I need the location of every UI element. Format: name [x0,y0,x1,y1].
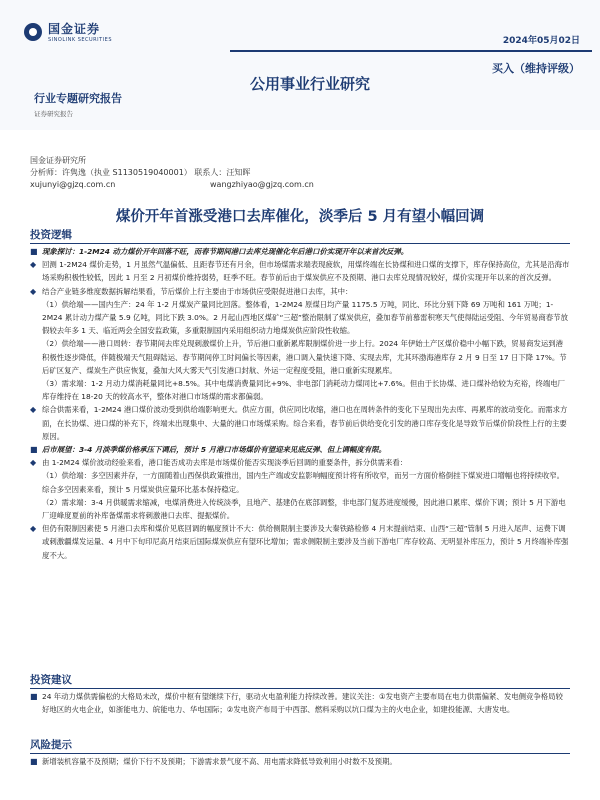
square-bullet-icon: ■ [30,692,38,701]
bullet-item [30,258,570,284]
bullet-item [30,690,570,716]
analyst: 分析师：许隽逸（执业 S1130519040001） 联系人：汪知晖 [30,168,251,177]
logic-p2: 回测 1-2M24 煤价走势，1 月虽然气温偏低、且距春节还有月余，但市场煤需求端表现疲软，用煤终端在长协煤和进口煤的支撑下，库存保持高位，尤其是沿海市场采购积极性较低，因此 1 月至 2 月初煤价维持弱势，旺季不旺。春节前后由于煤炭供应不及预期、港口去库兑现情况较好，煤价实现开年以来的首次反弹。 [42,260,570,283]
check-bullet-icon: ◆ [30,405,37,415]
report-sub: 证券研究报告 [34,110,73,118]
risk-content [30,755,570,768]
logo-en: SINOLINK SECURITIES [48,37,112,43]
bullet-item [30,755,570,768]
page-title: 煤价开年首涨受港口去库催化，淡季后 5 月有望小幅回调 [115,209,485,225]
advice-heading: 投资建议 [30,674,72,686]
bullet-item [30,456,570,469]
check-bullet-icon: ◆ [30,458,37,468]
logic-heading: 投资逻辑 [30,229,72,241]
logo [24,20,112,43]
logic-p6: （3）需求端：1-2 月动力煤消耗量同比+8.5%。其中电煤消费量同比+9%、非电部门消耗动力煤同比+7.6%。但由于长协煤、进口煤补给较为充裕，终端电厂库存维持在 18-20 天的较高水平，整体对港口市场煤的需求都偏弱。 [42,379,566,402]
logic-p5: （2）供给端——港口周转：春节期间去库兑现刺激煤价上升，节后港口重新累库限制煤价进一步上行。2024 年伊始土产区煤价稳中小幅下跌，贸易商发运到港积极性逐步降低，伴随极端天气阻碍陆运、春节期间停工时间偏长等因素，港口调入量快速下降、实现去库，尤其环渤海港库存 2 月 9 日至 17 日下降 17%。节后矿区复产、煤炭生产供应恢复，叠加大风大雾天气引发港口封航、外运一定程度受阻，港口重新实现累库。 [42,339,567,375]
risk-divider [30,753,570,754]
advice-content [30,690,570,716]
logic-content [30,245,570,562]
bullet-item [30,285,570,298]
logic-p9: 由 1-2M24 煤价波动经验来看，港口能否成功去库是市场煤价能否实现淡季后回调的重要条件，拆分供需来看： [42,458,408,468]
logic-p12: 但仍有限制因素使 5 月港口去库和煤价见底回调的幅度预计不大：供给侧限制主要涉及大秦铁路检修 4 月末提前结束、山西“三超”管制 5 月进入尾声、运费下调或刺激疆煤发运量、4 月中下旬印尼高月结束后国际煤炭供应有望环比增加；需求侧限制主要涉及当前下游电厂库存较高、无明显补库压力，预计 5 月终端补库强度不大。 [42,524,569,560]
advice-divider [30,688,570,689]
logic-p7: 综合供需来看，1-2M24 港口煤价波动受到供给端影响更大。供应方面，供应同比收缩，港口也在周转条件的变化下呈现出先去库、再累库的波动变化。而需求方面，在长协煤、进口煤的补充下，终端未出现集中、大量的港口市场煤采购。综合来看，春节前后供给变化引发的港口库存变化是导致节后煤价阶段性上行的主要原因。 [42,405,568,441]
logo-icon [24,23,42,41]
org: 国金证券研究所 [30,156,86,165]
header-divider [230,50,592,52]
email-1[interactable]: xujunyi@gjzq.com.cn [30,180,116,189]
rating: 买入（维持评级） [492,62,580,75]
check-bullet-icon: ◆ [30,260,37,270]
industry-title: 公用事业行业研究 [250,75,371,93]
logic-p1: 现象探讨：1-2M24 动力煤价开年回落不旺，而春节期间港口去库兑现催化年后港口价实现开年以来首次反弹。 [42,247,409,256]
square-bullet-icon: ■ [30,757,38,766]
report-type: 行业专题研究报告 [34,92,122,105]
logic-p3: 结合产业链多维度数据拆解结果看，节后煤价上行主要由于市场供应受限促进港口去库，其中： [42,286,353,296]
logo-cn: 国金证券 [48,22,101,36]
advice-p1: 24 年动力煤供需偏松的大格局未改，煤价中枢有望继续下行，驱动火电盈利能力持续改善。建议关注：①发电资产主要布局在电力供需偏紧、发电侧竞争格局较好地区的火电企业，如浙能电力、皖能电力、华电国际；②发电资产布局于中西部、燃料采购以坑口煤为主的火电企业，如建投能源、大唐发电。 [42,692,563,715]
logic-p4: （1）供给端——国内生产：24 年 1-2 月煤炭产量同比回落。整体看，1-2M24 原煤日均产量 1175.5 万吨，同比、环比分别下降 69 万吨和 161 万吨；1-2M24 累计动力煤产量 5.9 亿吨，同比下跌 3.0%。2 月起山西地区煤矿“三超”整治限制了煤炭供应，叠加春节前慕雷积寒天气使得陆运受阻、今年贸易商春节放假较去年多 1 天、临近两会全国安监政策，多重限制国内采用组织动力地煤炭供应阶段性收缩。 [42,299,568,336]
bullet-item [30,403,570,443]
logic-p10: （1）供给端：多空因素并存，一方面随着山西保供政策推出，国内生产端或安监影响幅度预计将有所收窄，而另一方面价格倒挂下煤炭进口增幅也将持续收窄。综合多空因素来看，预计 5 月煤炭供应量环比基本保持稳定。 [42,471,565,494]
square-bullet-icon: ■ [30,247,38,256]
risk-p1: 新增装机容量不及预期；煤价下行不及预期；下游需求景气度不高、用电需求降低导致利用小时数不及预期。 [42,757,397,766]
bullet-item [30,245,570,258]
check-bullet-icon: ◆ [30,286,37,296]
email-2[interactable]: wangzhiyao@gjzq.com.cn [210,180,314,189]
square-bullet-icon: ■ [30,445,38,455]
logic-p11: （2）需求端：3-4 月供暖需求缩减，电煤消费进入传统淡季，且地产、基建仍在底部调整，非电部门复苏进度缓慢，因此港口累库、煤价下调；预计 5 月下游电厂迎峰度夏前的补库备煤需求将刺激港口去库、提振煤价。 [42,497,566,521]
bullet-item [30,522,570,562]
logic-divider [30,243,570,244]
bullet-item [30,443,570,456]
logic-p8: 后市展望：3-4 月淡季煤价格承压下调后，预计 5 月港口市场煤价有望迎来见底反弹、但上调幅度有限。 [42,445,387,455]
check-bullet-icon: ◆ [30,524,37,534]
risk-heading: 风险提示 [30,739,72,751]
emails [30,180,570,189]
report-date: 2024年05月02日 [502,36,580,46]
